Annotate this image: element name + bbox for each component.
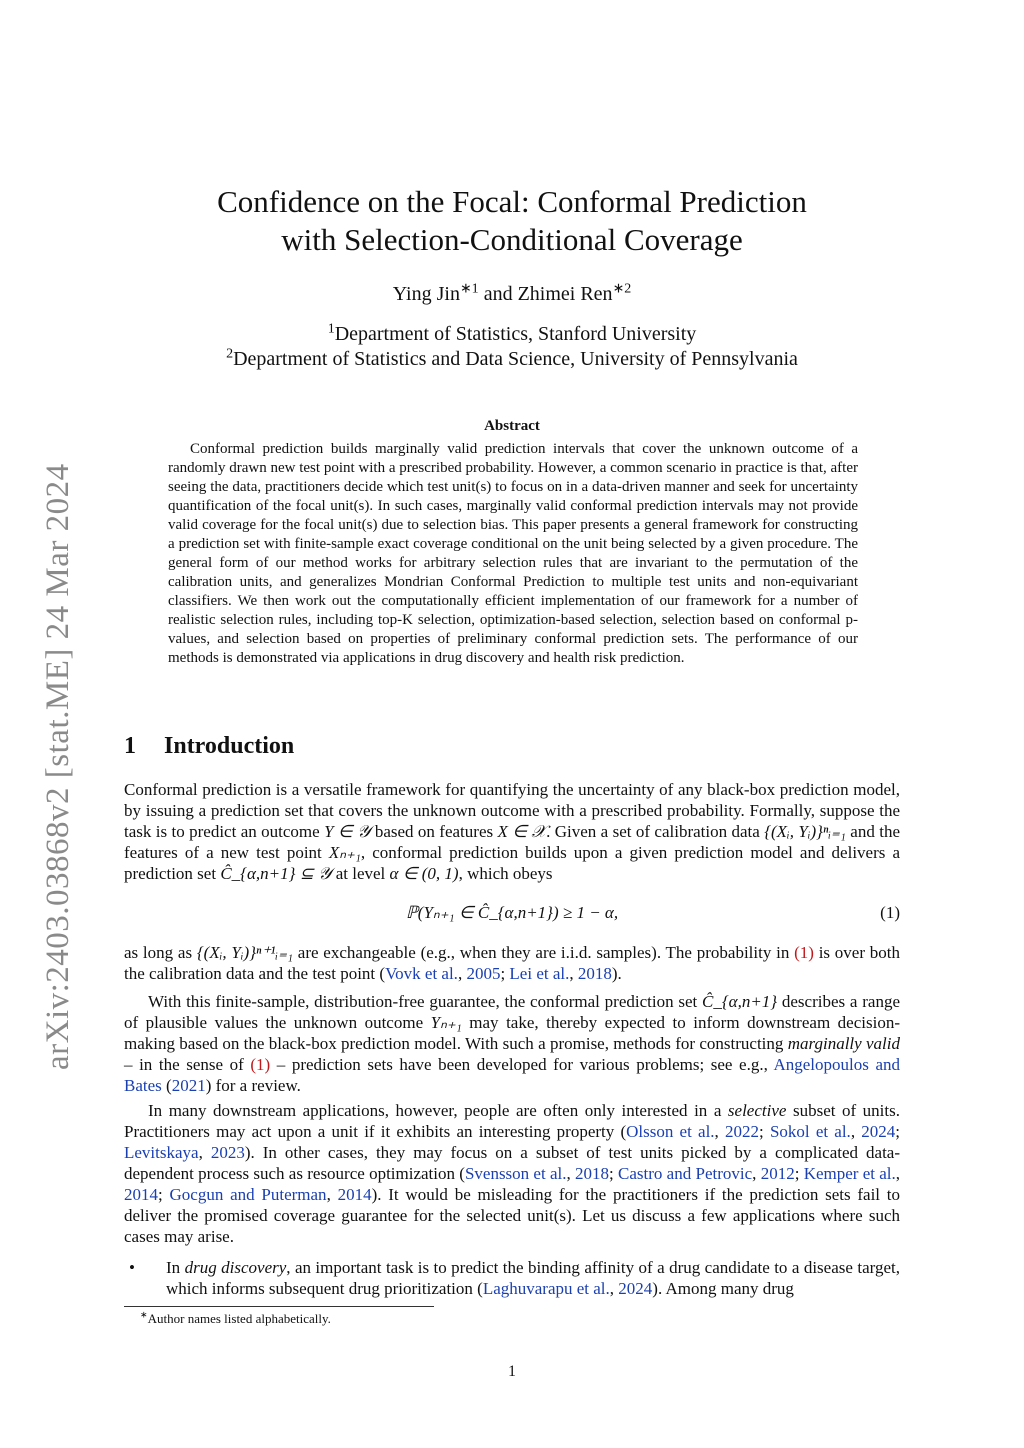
affiliations (124, 322, 900, 372)
text-run: . Given a set of calibration data (546, 822, 765, 841)
text-run: is over both the calibration data and the test point ( (124, 943, 900, 983)
text-run: describes a range of plausible values the unknown outcome (124, 992, 900, 1032)
citation-year-link[interactable]: 2024 (618, 1279, 653, 1298)
text-run: may take, thereby expected to inform downstream decision-making based on the black-box prediction model. With such a promise, methods for constructing (124, 1013, 900, 1053)
text-run: ( (161, 1076, 172, 1095)
abstract-heading: Abstract (484, 418, 540, 434)
text-run: In (166, 1258, 185, 1277)
affiliation-2-marker: 2 (226, 346, 234, 362)
text-run: , conformal prediction builds upon a given prediction model and delivers a prediction set (124, 843, 900, 883)
paragraph-after-equation (124, 942, 900, 984)
arxiv-id[interactable]: arXiv:2403.03868v2 [stat.ME] 24 Mar 2024 (40, 463, 76, 1070)
equation-body: ℙ(Yₙ₊₁ ∈ Ĉ_{α,n+1}) ≥ 1 − α, (405, 903, 619, 922)
emphasis: marginally valid (787, 1034, 901, 1053)
text-run: ; (759, 1122, 770, 1141)
text-run: , (569, 964, 578, 983)
author-1-marker: ∗1 (459, 281, 479, 297)
text-run: , (895, 1164, 901, 1183)
paragraph-3 (124, 1100, 900, 1247)
math-inline: X ∈ 𝒳 (497, 822, 547, 841)
footnote-rule (124, 1306, 434, 1307)
text-run: – in the sense of (124, 1055, 251, 1074)
affiliation-1-marker: 1 (327, 321, 335, 337)
equation-ref-link[interactable]: (1) (794, 943, 814, 962)
citation-link[interactable]: Olsson et al. (626, 1122, 715, 1141)
text-run: based on features (370, 822, 498, 841)
text-run: – prediction sets have been developed for various problems; see e.g., (270, 1055, 774, 1074)
text-run: ). It would be misleading for the practitioners if the prediction sets fail to deliver the promised coverage guarantee for the selected unit(s). Let us discuss a few applications where such cases may arise. (124, 1185, 901, 1246)
citation-year-link[interactable]: 2012 (760, 1164, 795, 1183)
citation-link[interactable]: Svensson et al. (464, 1164, 567, 1183)
affiliation-1 (124, 322, 900, 347)
math-inline: Y ∈ 𝒴 (324, 822, 371, 841)
citation-link[interactable]: Angelopoulos and Bates (124, 1055, 900, 1095)
section-title: Introduction (164, 733, 295, 759)
citation-year-link[interactable]: 2014 (124, 1185, 158, 1204)
arxiv-watermark (40, 440, 76, 1070)
author-2-marker: ∗2 (612, 281, 632, 297)
footnote-text: Author names listed alphabetically. (147, 1311, 331, 1326)
text-run: subset of units. Practitioners may act upon a unit if it exhibits an interesting property ( (124, 1101, 900, 1141)
text-run: With this finite-sample, distribution-free guarantee, the conformal prediction set (148, 992, 703, 1011)
math-inline: α ∈ (0, 1) (389, 864, 459, 883)
footnote-marker: ∗ (140, 1309, 148, 1320)
math-inline: {(Xᵢ, Yᵢ)}ⁿ⁺¹ᵢ₌₁ (196, 943, 294, 962)
math-inline: Yₙ₊₁ (430, 1013, 462, 1032)
text-run: , which obeys (458, 864, 553, 883)
citation-year-link[interactable]: 2022 (725, 1122, 759, 1141)
section-heading (124, 733, 294, 760)
math-inline: Xₙ₊₁ (328, 843, 361, 862)
paragraph-1 (124, 779, 900, 884)
equation-1 (124, 903, 900, 927)
citation-link[interactable]: Lei et al. (509, 964, 570, 983)
citation-link[interactable]: Kemper et al. (803, 1164, 896, 1183)
affiliation-2-text: Department of Statistics and Data Science, University of Pennsylvania (233, 348, 798, 370)
page-number: 1 (508, 1363, 516, 1380)
citation-year-link[interactable]: 2024 (861, 1122, 896, 1141)
citation-year-link[interactable]: 2018 (575, 1164, 610, 1183)
math-inline: Ĉ_{α,n+1} (702, 992, 778, 1011)
citation-link[interactable]: Levitskaya (124, 1143, 199, 1162)
list-item-text (146, 1257, 900, 1299)
citation-year-link[interactable]: 2014 (337, 1185, 372, 1204)
text-run: and the features of a new test point (124, 822, 900, 862)
text-run: Conformal prediction is a versatile framework for quantifying the uncertainty of any black-box prediction model, by issuing a prediction set that covers the unknown outcome with a prescribed probability. Formally, suppose the task is to predict an outcome (124, 780, 900, 841)
citation-year-link[interactable]: 2018 (577, 964, 612, 983)
title-line-2: with Selection-Conditional Coverage (281, 222, 743, 257)
text-run: , (198, 1143, 211, 1162)
citation-link[interactable]: Sokol et al. (769, 1122, 851, 1141)
paragraph-2 (124, 991, 900, 1096)
text-run: , (326, 1185, 338, 1204)
abstract-body (168, 440, 858, 668)
text-run: , (714, 1122, 725, 1141)
equation-number: (1) (880, 903, 900, 922)
text-run: ; (609, 1164, 619, 1183)
affiliation-1-text: Department of Statistics, Stanford University (334, 323, 697, 345)
paper-title (124, 183, 900, 259)
text-run: as long as (124, 943, 197, 962)
citation-link[interactable]: Vovk et al. (385, 964, 458, 983)
emphasis: drug discovery (184, 1258, 287, 1277)
citation-link[interactable]: Gocgun and Puterman (169, 1185, 327, 1204)
text-run: ; (158, 1185, 170, 1204)
equation-ref-link[interactable]: (1) (250, 1055, 271, 1074)
title-line-1: Confidence on the Focal: Conformal Prediction (217, 184, 807, 219)
text-run: In many downstream applications, however, people are often only interested in a (148, 1101, 728, 1120)
author-1: Ying Jin (392, 283, 460, 305)
text-run: ; (794, 1164, 804, 1183)
text-run: ; (895, 1122, 900, 1141)
abstract-text: Conformal prediction builds marginally valid prediction intervals that cover the unknown outcome of a randomly drawn new test point with a prescribed probability. However, a common scenario in practice is that, after seeing the data, practitioners decide which test unit(s) to focus on in a data-driven manner and seek for uncertainty quantification of the focal unit(s). In such cases, marginally valid conformal prediction intervals may not provide valid coverage for the focal unit(s) due to selection bias. This paper presents a general framework for constructing a prediction set with finite-sample exact coverage conditional on the unit being selected by a given procedure. The general form of our method works for arbitrary selection rules that are invariant to the permutation of the calibration units, and generalizes Mondrian Conformal Prediction to multiple test units and non-equivariant classifiers. We then work out the computationally efficient implementation of our framework for a number of realistic selection rules, including top-K selection, optimization-based selection, selection based on conformal p-values, and selection based on properties of preliminary conformal prediction sets. The performance of our methods is demonstrated via applications in drug discovery and health risk prediction. (168, 441, 858, 666)
list-item (129, 1257, 900, 1299)
author-list (124, 283, 900, 306)
footnote (140, 1311, 331, 1327)
text-run: ). In other cases, they may focus on a subset of test units picked by a complicated data-dependent process such as resource optimization ( (124, 1143, 901, 1183)
bullet-marker: • (129, 1258, 135, 1277)
author-conjunction: and (478, 283, 518, 305)
citation-year-link[interactable]: 2023 (210, 1143, 245, 1162)
citation-year-link[interactable]: 2021 (171, 1076, 206, 1095)
affiliation-2 (124, 347, 900, 372)
citation-link[interactable]: Castro and Petrovic (618, 1164, 753, 1183)
emphasis: selective (727, 1101, 787, 1120)
text-run: ) for a review. (205, 1076, 301, 1095)
text-run: ). Among many drug (652, 1279, 794, 1298)
math-inline: {(Xᵢ, Yᵢ)}ⁿᵢ₌₁ (764, 822, 846, 841)
text-run: , (609, 1279, 619, 1298)
citation-year-link[interactable]: 2005 (466, 964, 501, 983)
text-run: at level (331, 864, 390, 883)
text-run: ; (500, 964, 510, 983)
text-run: , (850, 1122, 862, 1141)
text-run: are exchangeable (e.g., when they are i.i.d. samples). The probability in (293, 943, 795, 962)
text-run: , (457, 964, 467, 983)
text-run: , an important task is to predict the binding affinity of a drug candidate to a disease target, which informs subsequent drug prioritization ( (166, 1258, 900, 1298)
text-run: ). (611, 964, 622, 983)
text-run: , (566, 1164, 576, 1183)
section-number: 1 (124, 733, 136, 759)
citation-link[interactable]: Laghuvarapu et al. (482, 1279, 610, 1298)
math-inline: Ĉ_{α,n+1} ⊆ 𝒴 (220, 864, 332, 883)
text-run: , (752, 1164, 761, 1183)
author-2: Zhimei Ren (517, 283, 613, 305)
